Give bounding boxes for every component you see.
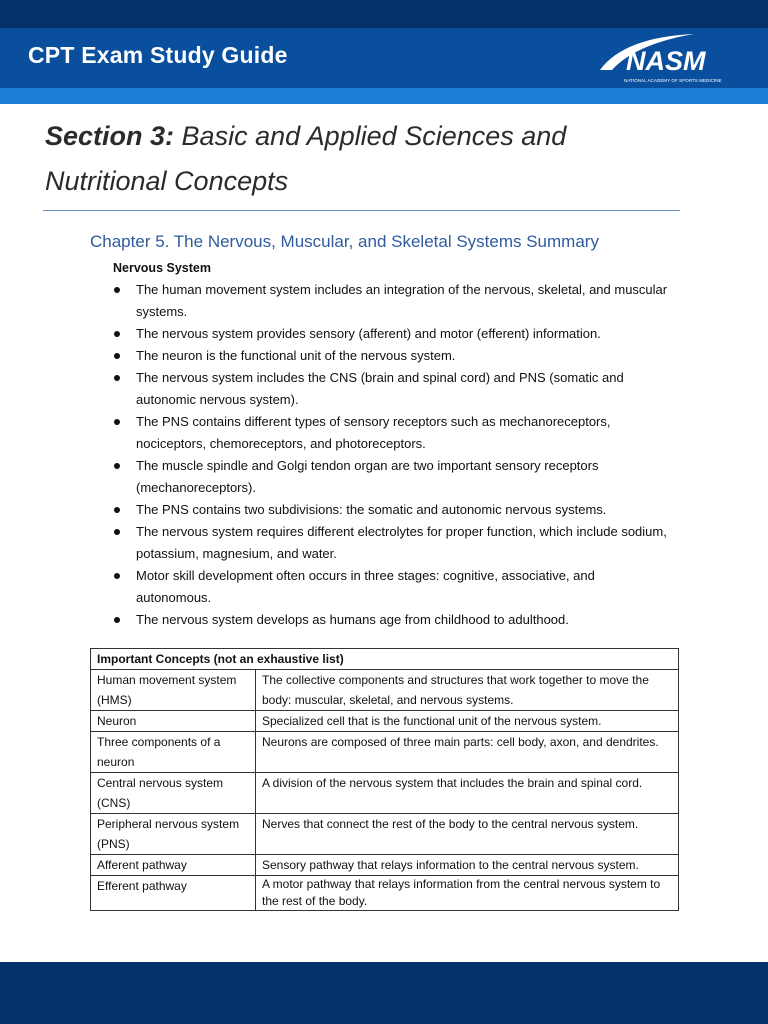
table-row [91, 814, 679, 855]
header-accent-strip [0, 88, 768, 104]
definition-cell: Specialized cell that is the functional unit of the nervous system. [256, 711, 679, 732]
term-cell: Human movement system (HMS) [91, 670, 256, 711]
section-number: Section 3: [45, 121, 175, 151]
bullet-item: The human movement system includes an integration of the nervous, skeletal, and muscular systems. [113, 279, 673, 323]
term-cell: Efferent pathway [91, 876, 256, 911]
nasm-logo [598, 30, 740, 86]
header-top-strip [0, 0, 768, 28]
concepts-table [90, 648, 679, 911]
bullet-item: The nervous system requires different electrolytes for proper function, which include sodium, potassium, magnesium, and water. [113, 521, 673, 565]
definition-cell: Neurons are composed of three main parts: cell body, axon, and dendrites. [256, 732, 679, 773]
term-cell: Afferent pathway [91, 855, 256, 876]
guide-title: CPT Exam Study Guide [28, 42, 288, 68]
table-row [91, 670, 679, 711]
term-cell: Central nervous system (CNS) [91, 773, 256, 814]
logo-wordmark: NASM [626, 46, 706, 76]
table-header-row [91, 649, 679, 670]
bullet-item: The nervous system develops as humans age from childhood to adulthood. [113, 609, 673, 631]
logo-subtext: NATIONAL ACADEMY OF SPORTS MEDICINE [624, 78, 722, 83]
header-bar [0, 0, 768, 104]
chapter-title: Chapter 5. The Nervous, Muscular, and Skeletal Systems Summary [90, 232, 599, 251]
table-header: Important Concepts (not an exhaustive list) [91, 649, 679, 670]
bullet-list [113, 279, 673, 631]
subheading-nervous-system: Nervous System [113, 261, 211, 275]
section-title: Basic and Applied Sciences and Nutritional Concepts [45, 121, 567, 196]
bullet-item: The PNS contains different types of sensory receptors such as mechanoreceptors, nociceptors, chemoreceptors, and photoreceptors. [113, 411, 673, 455]
bullet-item: The muscle spindle and Golgi tendon organ are two important sensory receptors (mechanoreceptors). [113, 455, 673, 499]
term-cell: Peripheral nervous system (PNS) [91, 814, 256, 855]
definition-cell: A division of the nervous system that includes the brain and spinal cord. [256, 773, 679, 814]
definition-cell: Sensory pathway that relays information to the central nervous system. [256, 855, 679, 876]
bullet-item: The nervous system includes the CNS (brain and spinal cord) and PNS (somatic and autonomic nervous system). [113, 367, 673, 411]
term-cell: Neuron [91, 711, 256, 732]
section-heading [45, 114, 685, 204]
bullet-item: Motor skill development often occurs in three stages: cognitive, associative, and autonomous. [113, 565, 673, 609]
definition-cell: The collective components and structures that work together to move the body: muscular, skeletal, and nervous systems. [256, 670, 679, 711]
table-row [91, 732, 679, 773]
table-row [91, 876, 679, 911]
definition-cell: A motor pathway that relays information from the central nervous system to the rest of the body. [256, 876, 679, 911]
bullet-item: The nervous system provides sensory (afferent) and motor (efferent) information. [113, 323, 673, 345]
footer-bar [0, 962, 768, 1024]
table-row [91, 711, 679, 732]
table-row [91, 855, 679, 876]
term-cell: Three components of a neuron [91, 732, 256, 773]
section-divider [43, 210, 680, 211]
definition-cell: Nerves that connect the rest of the body to the central nervous system. [256, 814, 679, 855]
table-row [91, 773, 679, 814]
bullet-item: The PNS contains two subdivisions: the somatic and autonomic nervous systems. [113, 499, 673, 521]
nasm-logo-mark [598, 30, 740, 86]
bullet-item: The neuron is the functional unit of the nervous system. [113, 345, 673, 367]
